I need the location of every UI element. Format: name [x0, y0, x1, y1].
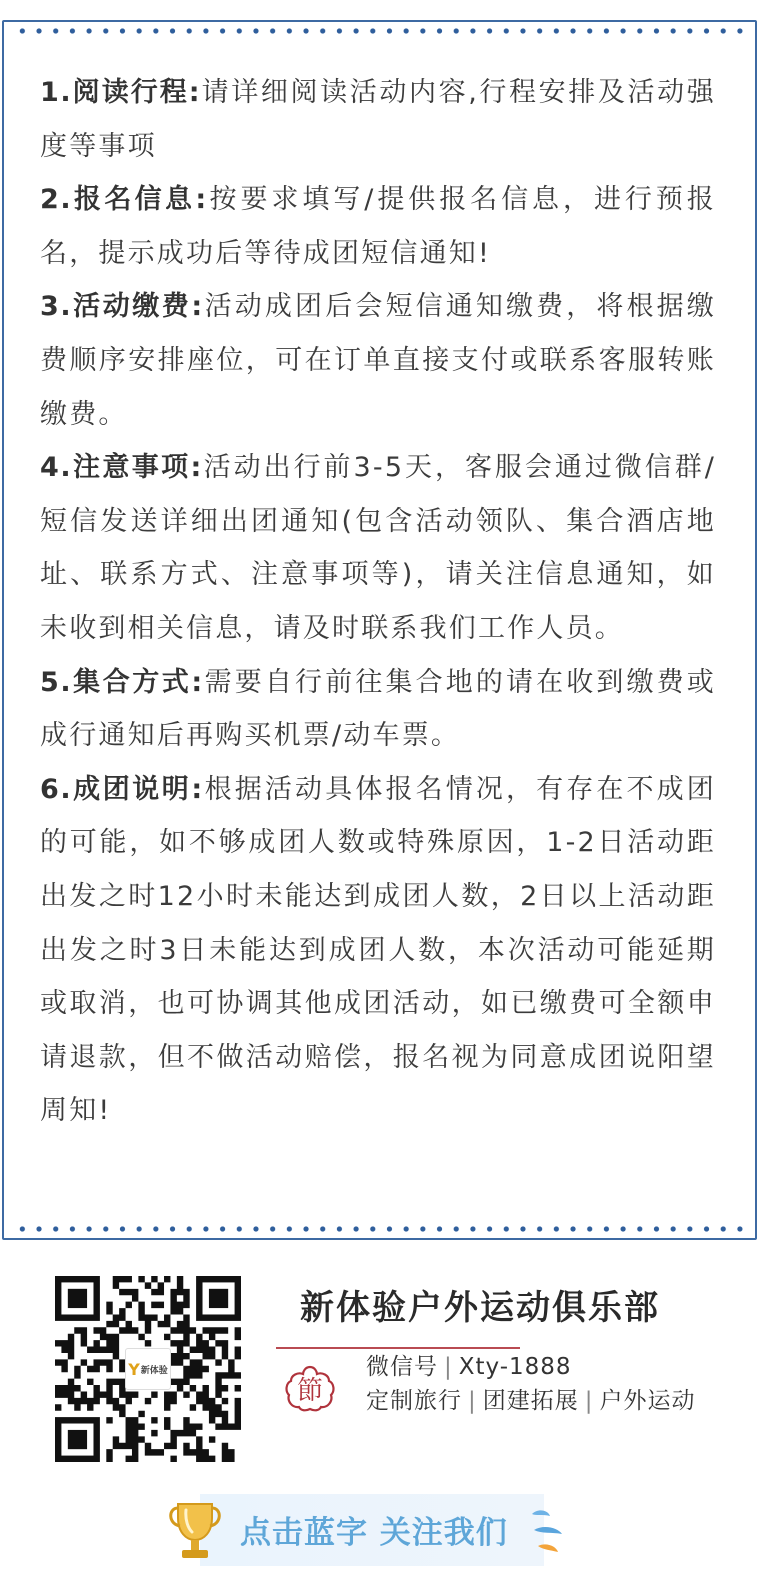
step-body: 按要求填写/提供报名信息，进行预报名，提示成功后等待成团短信通知! [40, 184, 716, 269]
notice-step [40, 441, 716, 655]
dotted-border-top [14, 28, 745, 34]
contact-info [366, 1350, 696, 1418]
service-item: 户外运动 [599, 1388, 696, 1414]
wechat-id[interactable]: Xty-1888 [458, 1354, 572, 1380]
step-body: 活动出行前3-5天，客服会通过微信群/短信发送详细出团通知(包含活动领队、集合酒店地址、联系方式、注意事项等)，请关注信息通知，如未收到相关信息，请及时联系我们工作人员。 [40, 452, 717, 644]
qr-code[interactable] [55, 1276, 241, 1462]
step-heading: 5.集合方式: [40, 666, 204, 698]
logo-y-icon: Y [128, 1359, 140, 1379]
step-body: 根据活动具体报名情况，有存在不成团的可能，如不够成团人数或特殊原因，1-2日活动距出发之时12小时未能达到成团人数，2日以上活动距出发之时3日未能达到成团人数，本次活动可能延期或取消，也可协调其他成团活动，如已缴费可全额申请退款，但不做活动赔偿，报名视为同意成团说阳望周知! [40, 773, 716, 1127]
seal-character: 節 [296, 1375, 323, 1406]
notice-step [40, 66, 716, 173]
qr-center-logo [125, 1348, 171, 1390]
separator: | [468, 1388, 477, 1414]
club-name: 新体验户外运动俱乐部 [300, 1288, 660, 1328]
qr-finder-pattern [55, 1417, 100, 1462]
trophy-icon [166, 1498, 224, 1564]
splash-icon [524, 1502, 570, 1562]
step-heading: 3.活动缴费: [40, 291, 204, 323]
seal-icon [284, 1364, 336, 1412]
notice-step [40, 656, 716, 763]
separator: | [444, 1354, 453, 1380]
wechat-label: 微信号 [366, 1354, 438, 1380]
follow-us-link[interactable]: 点击蓝字 关注我们 [240, 1515, 508, 1551]
step-heading: 2.报名信息: [40, 184, 208, 216]
service-item: 定制旅行 [366, 1388, 462, 1414]
dotted-border-bottom [14, 1226, 745, 1232]
separator: | [584, 1388, 594, 1414]
step-heading: 1.阅读行程: [40, 77, 202, 108]
step-body: 活动成团后会短信通知缴费，将根据缴费顺序安排座位，可在订单直接支付或联系客服转账缴费。 [40, 291, 716, 430]
step-heading: 6.成团说明: [40, 773, 204, 805]
club-divider [276, 1347, 520, 1349]
qr-finder-pattern [55, 1276, 100, 1321]
step-body: 需要自行前往集合地的请在收到缴费或成行通知后再购买机票/动车票。 [40, 666, 716, 752]
notice-steps [40, 66, 716, 1138]
qr-logo-text: 新体验 [140, 1365, 168, 1376]
notice-step [40, 280, 716, 441]
step-body: 请详细阅读活动内容,行程安排及活动强度等事项 [40, 77, 716, 162]
step-heading: 4.注意事项: [40, 452, 203, 484]
notice-step [40, 763, 716, 1138]
qr-finder-pattern [196, 1276, 241, 1321]
services-line [366, 1384, 696, 1418]
service-item: 团建拓展 [482, 1388, 579, 1414]
notice-step [40, 173, 716, 280]
wechat-line [366, 1350, 696, 1384]
